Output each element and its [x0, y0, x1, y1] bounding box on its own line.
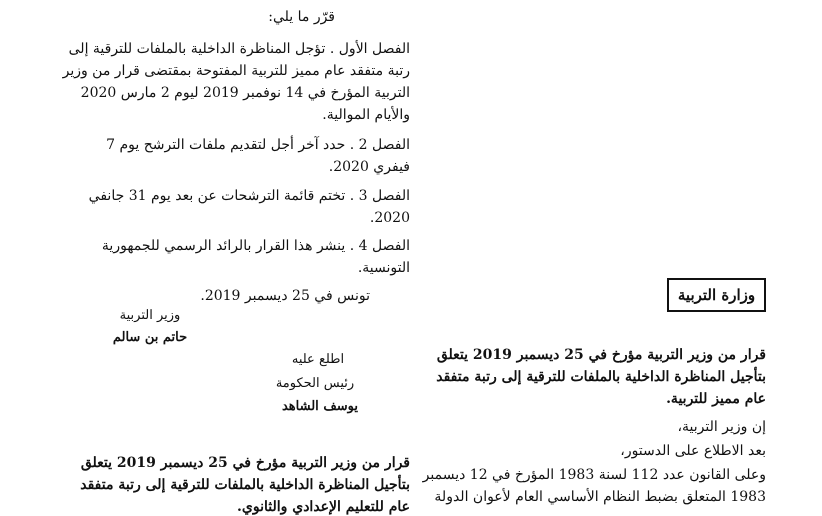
article-4-line: الفصل 4 . ينشر هذا القرار بالرائد الرسمي للجمهورية [101, 238, 410, 254]
decree-1-body-line: بعد الاطلاع على الدستور، [620, 443, 766, 459]
decree-1-body-line: 1983 المتعلق بضبط النظام الأساسي العام لأعوان الدولة [434, 489, 766, 505]
pm-title: رئيس الحكومة [275, 376, 355, 391]
signing-date: تونس في 25 ديسمبر 2019. [200, 288, 370, 304]
article-3-line: الفصل 3 . تختم قائمة الترشحات عن بعد يوم 31 جانفي [88, 188, 410, 204]
pm-name: يوسف الشاهد [281, 399, 359, 414]
seen-label: اطلع عليه [291, 352, 345, 367]
minister-name: حاتم بن سالم [112, 330, 188, 345]
article-1-line: رتبة متفقد عام مميز للتربية المفتوحة بمقتضى قرار من وزير [62, 63, 410, 79]
article-3-line: 2020. [369, 210, 410, 226]
decree-1-body-line: وعلى القانون عدد 112 لسنة 1983 المؤرخ في 12 ديسمبر [422, 467, 766, 483]
decree-1-title-line: عام مميز للتربية. [666, 391, 766, 407]
minister-title: وزير التربية [119, 308, 181, 323]
decree-2-title-line: عام للتعليم الإعدادي والثانوي. [237, 499, 410, 515]
article-1-line: والأيام الموالية. [322, 107, 410, 123]
decree-2-title-line: قرار من وزير التربية مؤرخ في 25 ديسمبر 2019 يتعلق [80, 455, 410, 471]
decree-1-title-line: قرار من وزير التربية مؤرخ في 25 ديسمبر 2019 يتعلق [436, 347, 766, 363]
decree-1-title-line: بتأجيل المناظرة الداخلية بالملفات للترقية إلى رتبة متفقد [436, 369, 766, 385]
article-1-line: التربية المؤرخ في 14 نوفمبر 2019 ليوم 2 مارس 2020 [80, 85, 410, 101]
article-1-line: الفصل الأول . تؤجل المناظرة الداخلية بالملفات للترقية إلى [68, 41, 410, 57]
ministry-heading-box [667, 278, 766, 312]
article-4-line: التونسية. [357, 260, 410, 276]
decree-1-body-line: إن وزير التربية، [677, 419, 766, 435]
decree-2-title-line: بتأجيل المناظرة الداخلية بالملفات للترقية إلى رتبة متفقد [80, 477, 410, 493]
article-2-line: فيفري 2020. [328, 159, 410, 175]
ministry-heading: وزارة التربية [677, 286, 756, 304]
intro-line: قرّر ما يلي: [268, 9, 335, 25]
article-2-line: الفصل 2 . حدد آخر أجل لتقديم ملفات الترشح يوم 7 [106, 137, 410, 153]
